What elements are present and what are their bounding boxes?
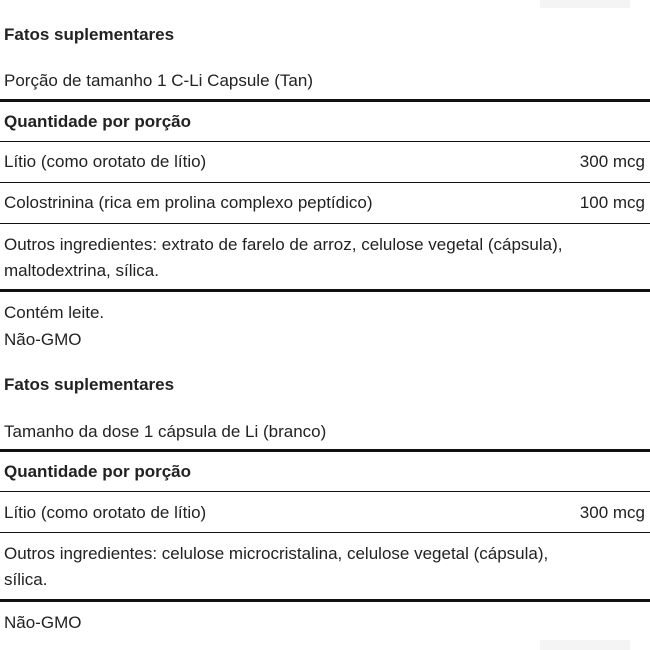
ingredient-amount: 300 mcg [579, 152, 645, 171]
divider [0, 532, 650, 533]
thick-divider [0, 449, 650, 452]
other-ingredients-line-2: maltodextrina, sílica. [4, 261, 159, 280]
divider [0, 141, 650, 142]
background-strip [540, 0, 630, 8]
ingredient-amount: 100 mcg [579, 193, 645, 212]
thick-divider [0, 289, 650, 292]
divider [0, 223, 650, 224]
thick-divider [0, 99, 650, 102]
panel-title: Fatos suplementares [4, 25, 175, 44]
background-strip [540, 640, 630, 650]
non-gmo-note: Não-GMO [4, 613, 82, 632]
ingredient-amount: 300 mcg [579, 503, 645, 522]
other-ingredients-line-1: Outros ingredientes: celulose microcristalina, celulose vegetal (cápsula), [4, 544, 549, 563]
contains-note: Contém leite. [4, 303, 105, 322]
other-ingredients-line-2: sílica. [4, 570, 48, 589]
serving-size: Tamanho da dose 1 cápsula de Li (branco) [4, 422, 327, 441]
other-ingredients-line-1: Outros ingredientes: extrato de farelo de arroz, celulose vegetal (cápsula), [4, 235, 563, 254]
ingredient-name: Lítio (como orotato de lítio) [4, 152, 207, 171]
ingredient-name: Lítio (como orotato de lítio) [4, 503, 207, 522]
serving-size: Porção de tamanho 1 C-Li Capsule (Tan) [4, 71, 313, 90]
divider [0, 491, 650, 492]
amount-per-serving-header: Quantidade por porção [4, 462, 192, 481]
ingredient-name: Colostrinina (rica em prolina complexo peptídico) [4, 193, 373, 212]
non-gmo-note: Não-GMO [4, 330, 82, 349]
amount-per-serving-header: Quantidade por porção [4, 112, 192, 131]
panel-title: Fatos suplementares [4, 375, 175, 394]
thick-divider [0, 599, 650, 602]
divider [0, 182, 650, 183]
